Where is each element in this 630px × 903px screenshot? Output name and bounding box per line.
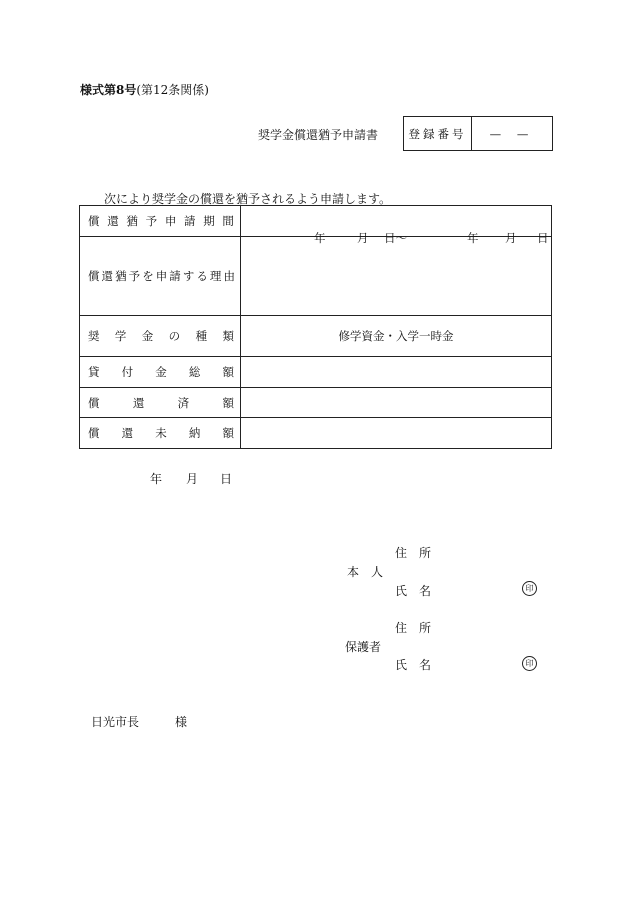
label-char: 還	[101, 269, 115, 283]
label-char: 種	[195, 329, 208, 343]
unpaid-label	[80, 418, 241, 449]
table-row	[80, 418, 552, 449]
label-char: 未	[155, 426, 167, 440]
period-label	[80, 206, 241, 237]
label-char: 貸	[88, 365, 100, 379]
label-char: 理	[209, 269, 223, 283]
label-char: 申	[164, 214, 177, 228]
applicant-role: 本 人	[347, 565, 384, 579]
seal-mark: 印	[522, 656, 537, 671]
label-char: 還	[121, 426, 134, 440]
addressee: 日光市長 様	[91, 715, 188, 729]
reason-label	[80, 237, 241, 316]
label-char: 済	[177, 395, 190, 410]
label-char: 金	[141, 329, 154, 343]
seal-mark: 印	[522, 581, 537, 596]
label-char: 金	[155, 365, 167, 379]
label-char: 予	[128, 269, 142, 283]
intro-text: 次により奨学金の償還を猶予されるよう申請します。	[104, 192, 392, 206]
registration-number-box	[403, 116, 553, 151]
label-char: 期	[203, 214, 215, 228]
label-char: 総	[188, 365, 201, 379]
label-char: 償	[88, 426, 100, 440]
label-char: 請	[169, 269, 182, 283]
application-table	[79, 205, 552, 449]
label-char: 償	[88, 395, 100, 410]
registration-number-label: 登録番号	[404, 117, 472, 150]
label-char: す	[182, 269, 196, 283]
unpaid-value	[241, 418, 552, 449]
label-char: 償	[88, 269, 101, 283]
repaid-label	[80, 388, 241, 418]
reason-value	[241, 237, 552, 316]
label-char: 償	[88, 214, 100, 228]
loan-total-value	[241, 357, 552, 388]
label-char: 還	[107, 214, 119, 228]
period-value: 年 月 日〜 年 月 日	[241, 206, 552, 237]
label-char: 付	[121, 365, 134, 379]
table-row	[80, 316, 552, 357]
label-char: 猶	[126, 214, 138, 228]
label-char: 額	[222, 365, 234, 379]
label-char: 間	[222, 214, 234, 228]
guardian-address-label: 住 所	[395, 621, 432, 635]
registration-number-value: — —	[489, 126, 535, 141]
form-number: 様式第8号(第12条関係)	[80, 83, 209, 97]
guardian-name-label: 氏 名	[395, 658, 432, 672]
label-char: 類	[222, 329, 234, 343]
guardian-role: 保護者	[345, 640, 382, 654]
label-char: 猶	[115, 269, 128, 283]
label-char: 納	[188, 426, 201, 440]
repaid-value	[241, 388, 552, 418]
label-char: の	[168, 329, 181, 343]
table-row	[80, 237, 552, 316]
scholarship-type-value: 修学資金・入学一時金	[241, 316, 552, 357]
label-char: 額	[222, 395, 234, 410]
label-char: 学	[114, 329, 127, 343]
label-char: 申	[155, 269, 169, 283]
document-title: 奨学金償還猶予申請書	[258, 128, 379, 142]
loan-total-label	[80, 357, 241, 388]
label-char: 請	[184, 214, 196, 228]
label-char: 還	[132, 395, 145, 410]
label-char: 予	[145, 214, 158, 228]
label-char: 由	[223, 269, 236, 283]
applicant-name-label: 氏 名	[395, 584, 432, 598]
table-row	[80, 388, 552, 418]
applicant-address-label: 住 所	[395, 546, 432, 560]
scholarship-type-label	[80, 316, 241, 357]
label-char: を	[142, 269, 155, 283]
table-row	[80, 206, 552, 237]
label-char: 奨	[88, 329, 100, 343]
label-char: 額	[222, 426, 234, 440]
table-row	[80, 357, 552, 388]
label-char: る	[196, 269, 209, 283]
